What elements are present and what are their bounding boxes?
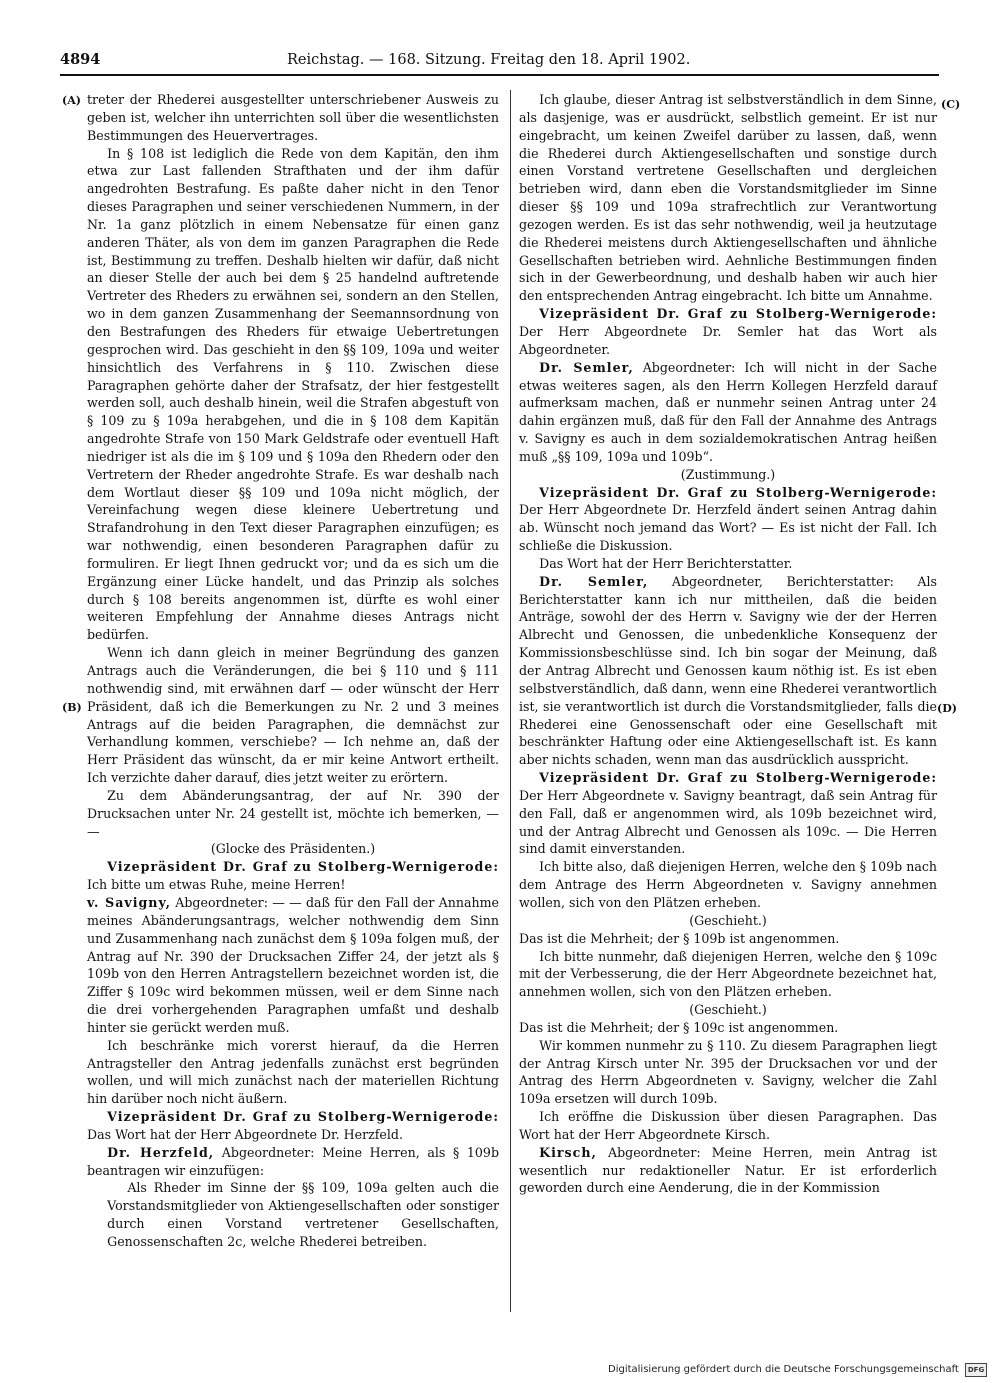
right-column: [519, 91, 937, 1197]
paragraph-text: Ich glaube, dieser Antrag ist selbstverständlich in dem Sinne, als dasjenige, was er ausdrückt, selbstlich gemeint. Er ist nur eingebracht, um keinen Zweifel darüber zu lassen, daß, wenn die Rhederei durch Aktiengesellschaften und sonstige durch einen Vorstand vertretene Gesellschaften und dergleichen betrieben wird, dann eben die Vorstandsmitglieder im Sinne dieser §§ 109 und 109a strafrechtlich zur Verantwortung gezogen werden. Es ist das sehr nothwendig, weil ja heutzutage die Rhederei meistens durch Aktiengesellschaften und ähnliche Gesellschaften betrieben wird. Aehnliche Bestimmungen finden sich in der Gewerbeordnung, und deshalb haben wir auch hier den entsprechenden Antrag eingebracht. Ich bitte um Annahme.: [519, 92, 937, 304]
paragraph-text: Ich bitte nunmehr, daß diejenigen Herren, welche den § 109c mit der Verbesserung, die der Herr Abgeordnete bezeichnet hat, annehmen wollen, sich von den Plätzen erheben.: [519, 948, 937, 1000]
paragraph: [87, 145, 499, 645]
speaker-name: Vizepräsident Dr. Graf zu Stolberg-Wernigerode:: [539, 484, 937, 500]
paragraph: [87, 787, 499, 841]
paragraph-text: Das Wort hat der Herr Abgeordnete Dr. Herzfeld.: [87, 1126, 403, 1142]
paragraph-text: Zu dem Abänderungsantrag, der auf Nr. 390 der Drucksachen unter Nr. 24 gestellt ist, möchte ich bemerken, — —: [87, 787, 499, 839]
paragraph: [519, 930, 937, 948]
paragraph: [519, 484, 937, 555]
paragraph-text: Abgeordneter: Ich will nicht in der Sache etwas weiteres sagen, als den Herrn Kollegen Herzfeld darauf aufmerksam machen, daß er nunmehr seinen Antrag unter 24 dahin ergänzen muß, daß für den Fall der Annahme des Antrags v. Savigny es auch in dem sozialdemokratischen Antrag heißen muß „§§ 109, 109a und 109b“.: [519, 359, 937, 464]
paragraph: [519, 912, 937, 930]
paragraph-text: Das Wort hat der Herr Berichterstatter.: [539, 555, 793, 571]
page-number: 4894: [60, 51, 101, 68]
header-rule: [60, 74, 939, 76]
running-title: Reichstag. — 168. Sitzung. Freitag den 18. April 1902.: [287, 52, 691, 68]
paragraph-text: Wenn ich dann gleich in meiner Begründung des ganzen Antrags auch die Veränderungen, die bei § 110 und § 111 nothwendig sind, mit erwähnen darf — oder wünscht der Herr Präsident, daß ich die Bemerkungen zu Nr. 2 und 3 meines Antrags auf die beiden Paragraphen, die demnächst zur Verhandlung kommen, verschiebe? — Ich nehme an, daß der Herr Präsident das wünscht, da er mir keine Antwort ertheilt. Ich verzichte daher darauf, dies jetzt weiter zu erörtern.: [87, 645, 499, 786]
paragraph: [519, 359, 937, 466]
paragraph: [87, 1144, 499, 1180]
left-column: [87, 91, 499, 1251]
paragraph-text: Das ist die Mehrheit; der § 109b ist angenommen.: [519, 930, 840, 946]
paragraph: [519, 1108, 937, 1144]
paragraph-text: (Zustimmung.): [680, 466, 776, 482]
paragraph-text: (Geschieht.): [689, 912, 767, 928]
margin-mark-a: (A): [62, 94, 81, 107]
paragraph: [519, 555, 937, 573]
paragraph-text: Abgeordneter, Berichterstatter: Als Berichterstatter kann ich nur mittheilen, daß die beiden Anträge, sowohl der des Herrn v. Savigny wie der der Herren Albrecht und Genossen, die unbedenkliche Konsequenz der Kommissionsbeschlüsse sind. Ich bin sogar der Meinung, daß der Antrag Albrecht und Genossen kaum nöthig ist. Es ist eben selbstverständlich, daß dann, wenn eine Rhederei verantwortlich ist, sie verantwortlich ist durch die Vorstandsmitglieder, falls die Rhederei eine Genossenschaft oder eine Gesellschaft mit beschränkter Haftung oder eine Aktiengesellschaft ist. Es kann aber nichts schaden, wenn man das ausdrücklich ausspricht.: [519, 573, 937, 768]
speaker-name: Dr. Herzfeld,: [107, 1144, 215, 1160]
paragraph-text: (Glocke des Präsidenten.): [210, 841, 376, 857]
speaker-name: Vizepräsident Dr. Graf zu Stolberg-Wernigerode:: [539, 770, 937, 786]
paragraph-text: Abgeordneter: Meine Herren, mein Antrag ist wesentlich nur redaktioneller Natur. Er ist erforderlich geworden durch eine Aenderung, die in der Kommission: [519, 1144, 937, 1196]
paragraph: [107, 1179, 499, 1250]
footer-credit: Digitalisierung gefördert durch die Deutsche Forschungsgemeinschaft: [608, 1364, 959, 1375]
paragraph: [519, 305, 937, 359]
speaker-name: Dr. Semler,: [539, 359, 634, 375]
paragraph: [519, 1019, 937, 1037]
margin-mark-c: (C): [941, 98, 961, 111]
paragraph-text: Ich beschränke mich vorerst hierauf, da die Herren Antragsteller den Antrag jedenfalls zunächst erst begründen wollen, und will mich zunächst nach der materiellen Richtung hin darüber noch nicht äußern.: [87, 1037, 499, 1107]
paragraph: [519, 769, 937, 858]
paragraph: [87, 858, 499, 894]
page-footer: [608, 1363, 985, 1377]
paragraph-text: Wir kommen nunmehr zu § 110. Zu diesem Paragraphen liegt der Antrag Kirsch unter Nr. 395 der Drucksachen vor und der Antrag des Herrn Abgeordneten v. Savigny, welcher die Zahl 109a ersetzen will durch 109b.: [519, 1037, 937, 1107]
speaker-name: Dr. Semler,: [539, 573, 649, 589]
paragraph: [87, 91, 499, 145]
paragraph: [519, 466, 937, 484]
paragraph: [87, 894, 499, 1037]
paragraph-text: Der Herr Abgeordnete v. Savigny beantragt, daß sein Antrag für den Fall, daß er angenommen wird, als 109b bezeichnet wird, und der Antrag Albrecht und Genossen als 109c. — Die Herren sind damit einverstanden.: [519, 787, 937, 857]
paragraph: [87, 644, 499, 787]
paragraph-text: Ich bitte also, daß diejenigen Herren, welche den § 109b nach dem Antrage des Herrn Abgeordneten v. Savigny annehmen wollen, sich von den Plätzen erheben.: [519, 859, 937, 910]
speaker-name: Vizepräsident Dr. Graf zu Stolberg-Wernigerode:: [539, 306, 937, 322]
paragraph-text: Ich eröffne die Diskussion über diesen Paragraphen. Das Wort hat der Herr Abgeordnete Kirsch.: [519, 1109, 937, 1142]
paragraph-text: (Geschieht.): [689, 1002, 767, 1018]
margin-mark-d: (D): [937, 702, 957, 715]
paragraph: [519, 858, 937, 912]
paragraph: [519, 1144, 937, 1198]
speaker-name: v. Savigny,: [87, 894, 171, 910]
paragraph: [87, 1037, 499, 1108]
paragraph-text: Als Rheder im Sinne der §§ 109, 109a gelten auch die Vorstandsmitglieder von Aktiengesellschaften oder sonstiger durch einen Vorstand vertretener Gesellschaften, Genossenschaften 2c, welche Rhederei betreiben.: [107, 1180, 499, 1249]
page-header: [60, 49, 939, 71]
dfg-logo-icon: DFG: [965, 1363, 987, 1377]
speaker-name: Kirsch,: [539, 1144, 597, 1160]
paragraph-text: Der Herr Abgeordnete Dr. Semler hat das Wort als Abgeordneter.: [519, 323, 937, 357]
paragraph: [519, 91, 937, 305]
paragraph-text: treter der Rhederei ausgestellter unterschriebener Ausweis zu geben ist, welcher ihn unterrichten soll über die wesentlichsten Bestimmungen des Heuervertrages.: [87, 92, 499, 143]
speaker-name: Vizepräsident Dr. Graf zu Stolberg-Wernigerode:: [107, 859, 499, 875]
paragraph-text: Der Herr Abgeordnete Dr. Herzfeld ändert seinen Antrag dahin ab. Wünscht noch jemand das Wort? — Es ist nicht der Fall. Ich schließe die Diskussion.: [519, 502, 937, 554]
paragraph: [519, 573, 937, 769]
paragraph: [87, 1108, 499, 1144]
speaker-name: Vizepräsident Dr. Graf zu Stolberg-Wernigerode:: [107, 1109, 499, 1125]
paragraph: [519, 1037, 937, 1108]
paragraph: [519, 1001, 937, 1019]
margin-mark-b: (B): [62, 701, 82, 714]
paragraph-text: Abgeordneter: — — daß für den Fall der Annahme meines Abänderungsantrags, welcher nothwendig dem Sinn und Zusammenhang nach zunächst dem § 109a folgen muß, der Antrag auf Nr. 390 der Drucksachen Ziffer 24, der jetzt als § 109b von den Herren Antragstellern bezeichnet worden ist, die Ziffer § 109c wird bekommen müssen, weil er dem Sinne nach die drei vorhergehenden Paragraphen umfaßt und deshalb hinter sie gerückt werden muß.: [87, 894, 499, 1035]
paragraph-text: In § 108 ist lediglich die Rede von dem Kapitän, den ihm etwa zur Last fallenden Strafthaten und der ihm dafür angedrohten Bestrafung. Es paßte daher nicht in den Tenor dieses Paragraphen und seiner verschiedenen Nummern, in der Nr. 1a ganz plötzlich in einem Nebensatze für einen ganz anderen Thäter, als von dem im ganzen Paragraphen die Rede ist, Bestimmung zu treffen. Deshalb hielten wir dafür, daß nicht an dieser Stelle der auch bei dem § 25 handelnd auftretende Vertreter des Rheders zu erwähnen sei, sondern an den Stellen, wo in dem ganzen Zusammenhang der Seemannsordnung von den Bestrafungen des Rheders für etwaige Uebertretungen gesprochen wird. Das geschieht in den §§ 109, 109a und weiter hinsichtlich des Verfahrens in § 110. Zwischen diese Paragraphen gehörte daher der Strafsatz, der hier festgestellt werden soll, auch deshalb hinein, weil die Strafen abgestuft von § 109 zu § 109a herabgehen, und die in § 108 dem Kapitän angedrohte Strafe von 150 Mark Geldstrafe oder eventuell Haft niedriger ist als die im § 109 und § 109a den Rhedern oder den Vertretern der Rheder angedrohte Strafe. Es war deshalb nach dem Wortlaut dieser §§ 109 und 109a nicht möglich, der Vereinfachung wegen diese kleinere Uebertretung und Strafandrohung in den Text dieser Paragraphen einzufügen; es war nothwendig, einen besonderen Paragraphen dafür zu formuliren. Er liegt Ihnen gedruckt vor; und da es sich um die Ergänzung einer Lücke handelt, und das Prinzip als solches durch § 108 bereits angenommen ist, dürfte es wohl einer weiteren Empfehlung der Annahme dieses Antrags nicht bedürfen.: [87, 145, 499, 643]
paragraph-text: Abgeordneter: Meine Herren, als § 109b beantragen wir einzufügen:: [87, 1144, 500, 1178]
paragraph: [519, 948, 937, 1002]
column-divider: [510, 90, 511, 1312]
paragraph: [87, 840, 499, 858]
paragraph-text: Ich bitte um etwas Ruhe, meine Herren!: [87, 877, 346, 893]
paragraph-text: Das ist die Mehrheit; der § 109c ist angenommen.: [519, 1019, 839, 1035]
